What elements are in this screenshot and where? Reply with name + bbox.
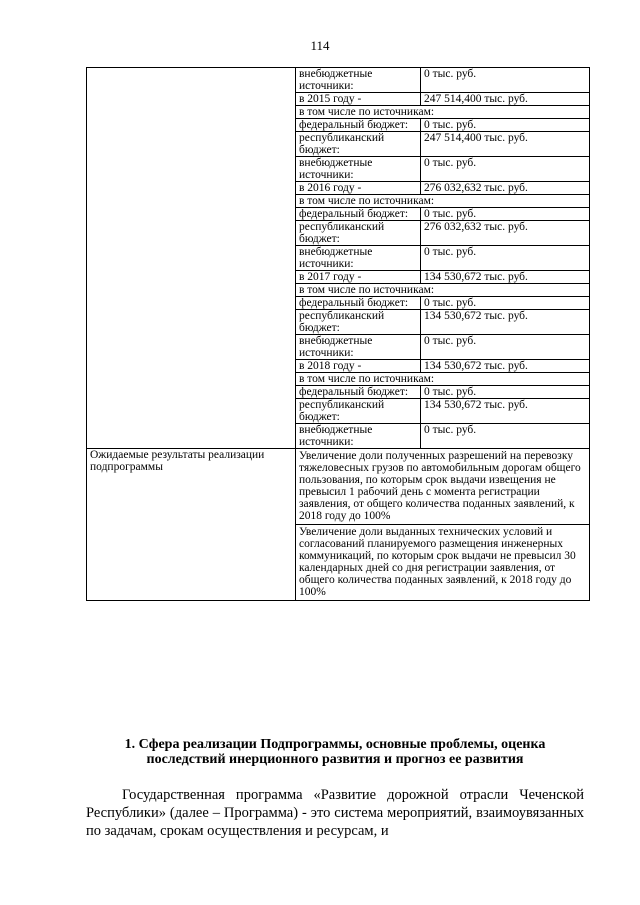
source-value: 0 тыс. руб. bbox=[421, 297, 590, 310]
table-row bbox=[87, 449, 590, 525]
source-value: 0 тыс. руб. bbox=[421, 335, 590, 360]
source-label: внебюджетные источники: bbox=[296, 335, 421, 360]
year-label: в 2017 году - bbox=[296, 271, 421, 284]
empty-left-cell bbox=[87, 68, 296, 449]
source-label: федеральный бюджет: bbox=[296, 297, 421, 310]
source-value: 0 тыс. руб. bbox=[421, 386, 590, 399]
body-paragraph: Государственная программа «Развитие дорожной отрасли Чеченской Республики» (далее – Программа) - это система мероприятий, взаимоувязанных по задачам, срокам осуществления и ресурсам, и bbox=[86, 787, 584, 839]
source-label: республиканский бюджет: bbox=[296, 221, 421, 246]
result-text: Увеличение доли выданных технических условий и согласований планируемого размещения инженерных коммуникаций, по которым срок выдачи не превысил 30 календарных дней со дня регистрации заявления, от общего количества поданных заявлений, к 2018 году до 100% bbox=[299, 526, 576, 598]
including-label: в том числе по источникам: bbox=[296, 284, 590, 297]
source-label: республиканский бюджет: bbox=[296, 399, 421, 424]
year-total: 247 514,400 тыс. руб. bbox=[421, 93, 590, 106]
including-label: в том числе по источникам: bbox=[296, 373, 590, 386]
source-label: внебюджетные источники: bbox=[296, 246, 421, 271]
year-label: в 2018 году - bbox=[296, 360, 421, 373]
source-value: 0 тыс. руб. bbox=[421, 68, 590, 93]
section-heading: 1. Сфера реализации Подпрограммы, основные проблемы, оценка последствий инерционного развития и прогноз ее развития bbox=[124, 737, 546, 767]
source-value: 134 530,672 тыс. руб. bbox=[421, 399, 590, 424]
year-label: в 2015 году - bbox=[296, 93, 421, 106]
result-text: Увеличение доли полученных разрешений на перевозку тяжеловесных грузов по автомобильным дорогам общего пользования, по которым срок выдачи извещения не превысил 1 рабочий день с момента регистрации заявления, от общего количества поданных заявлений, к 2018 году до 100% bbox=[299, 450, 581, 522]
result-item bbox=[296, 525, 590, 601]
source-label: федеральный бюджет: bbox=[296, 119, 421, 132]
source-label: федеральный бюджет: bbox=[296, 208, 421, 221]
source-value: 0 тыс. руб. bbox=[421, 119, 590, 132]
source-label: внебюджетные источники: bbox=[296, 157, 421, 182]
including-label: в том числе по источникам: bbox=[296, 195, 590, 208]
source-value: 0 тыс. руб. bbox=[421, 157, 590, 182]
source-label: республиканский бюджет: bbox=[296, 132, 421, 157]
year-total: 134 530,672 тыс. руб. bbox=[421, 271, 590, 284]
year-total: 134 530,672 тыс. руб. bbox=[421, 360, 590, 373]
page-number: 114 bbox=[310, 38, 330, 53]
funding-table bbox=[86, 67, 590, 601]
source-value: 0 тыс. руб. bbox=[421, 424, 590, 449]
including-label: в том числе по источникам: bbox=[296, 106, 590, 119]
table-row bbox=[87, 68, 590, 93]
source-value: 0 тыс. руб. bbox=[421, 246, 590, 271]
source-value: 134 530,672 тыс. руб. bbox=[421, 310, 590, 335]
source-value: 276 032,632 тыс. руб. bbox=[421, 221, 590, 246]
source-label: внебюджетные источники: bbox=[296, 424, 421, 449]
source-label: республиканский бюджет: bbox=[296, 310, 421, 335]
year-label: в 2016 году - bbox=[296, 182, 421, 195]
year-total: 276 032,632 тыс. руб. bbox=[421, 182, 590, 195]
source-label: федеральный бюджет: bbox=[296, 386, 421, 399]
source-label: внебюджетные источники: bbox=[296, 68, 421, 93]
result-item bbox=[296, 449, 590, 525]
source-value: 0 тыс. руб. bbox=[421, 208, 590, 221]
results-label: Ожидаемые результаты реализации подпрограммы bbox=[87, 449, 296, 601]
source-value: 247 514,400 тыс. руб. bbox=[421, 132, 590, 157]
